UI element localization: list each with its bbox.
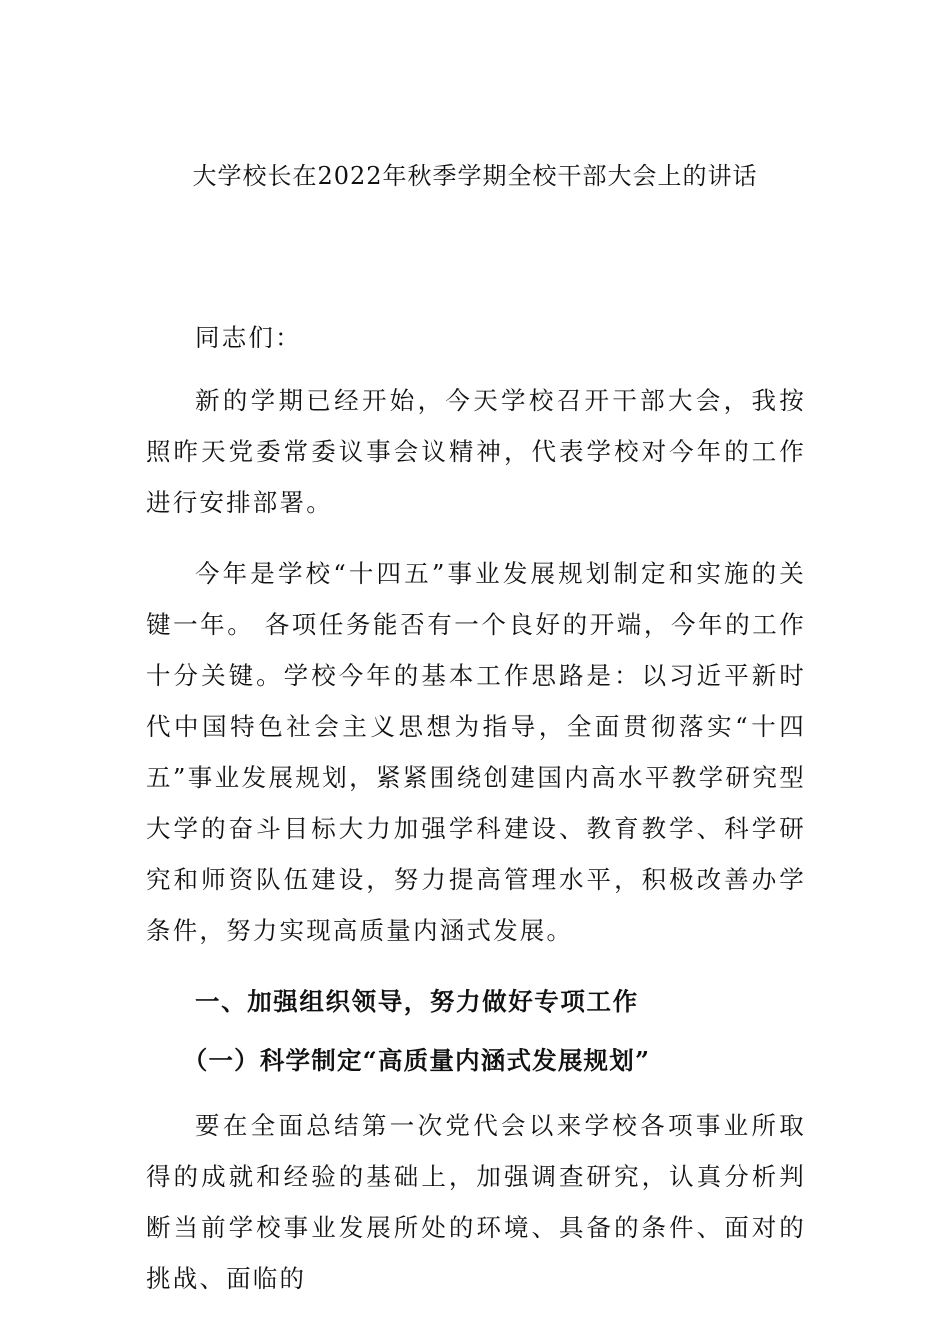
paragraph-work-plan: 今年是学校“十四五”事业发展规划制定和实施的关键一年。 各项任务能否有一个良好的开端，今年的工作十分关键。学校今年的基本工作思路是：以习近平新时代中国特色社会主义思想为指导，全面贯彻落实“十四五”事业发展规划，紧紧围绕创建国内高水平教学研究型大学的奋斗目标大力加强学科建设、教育教学、科学研究和师资队伍建设，努力提高管理水平，积极改善办学条件，努力实现高质量内涵式发展。 — [146, 559, 806, 945]
section-heading-1: 一、加强组织领导，努力做好专项工作 — [195, 987, 639, 1016]
salutation: 同志们： — [195, 323, 302, 352]
document-body — [146, 312, 806, 1324]
subsection-heading-1: （一）科学制定“高质量内涵式发展规划” — [182, 1046, 651, 1075]
paragraph-planning: 要在全面总结第一次党代会以来学校各项事业所取得的成就和经验的基础上，加强调查研究，认真分析判断当前学校事业发展所处的环境、具备的条件、面对的挑战、面临的 — [146, 1111, 806, 1293]
paragraph-opening: 新的学期已经开始，今天学校召开干部大会，我按照昨天党委常委议事会议精神，代表学校对今年的工作进行安排部署。 — [146, 386, 806, 517]
document-title: 大学校长在2022年秋季学期全校干部大会上的讲话 — [192, 162, 758, 190]
